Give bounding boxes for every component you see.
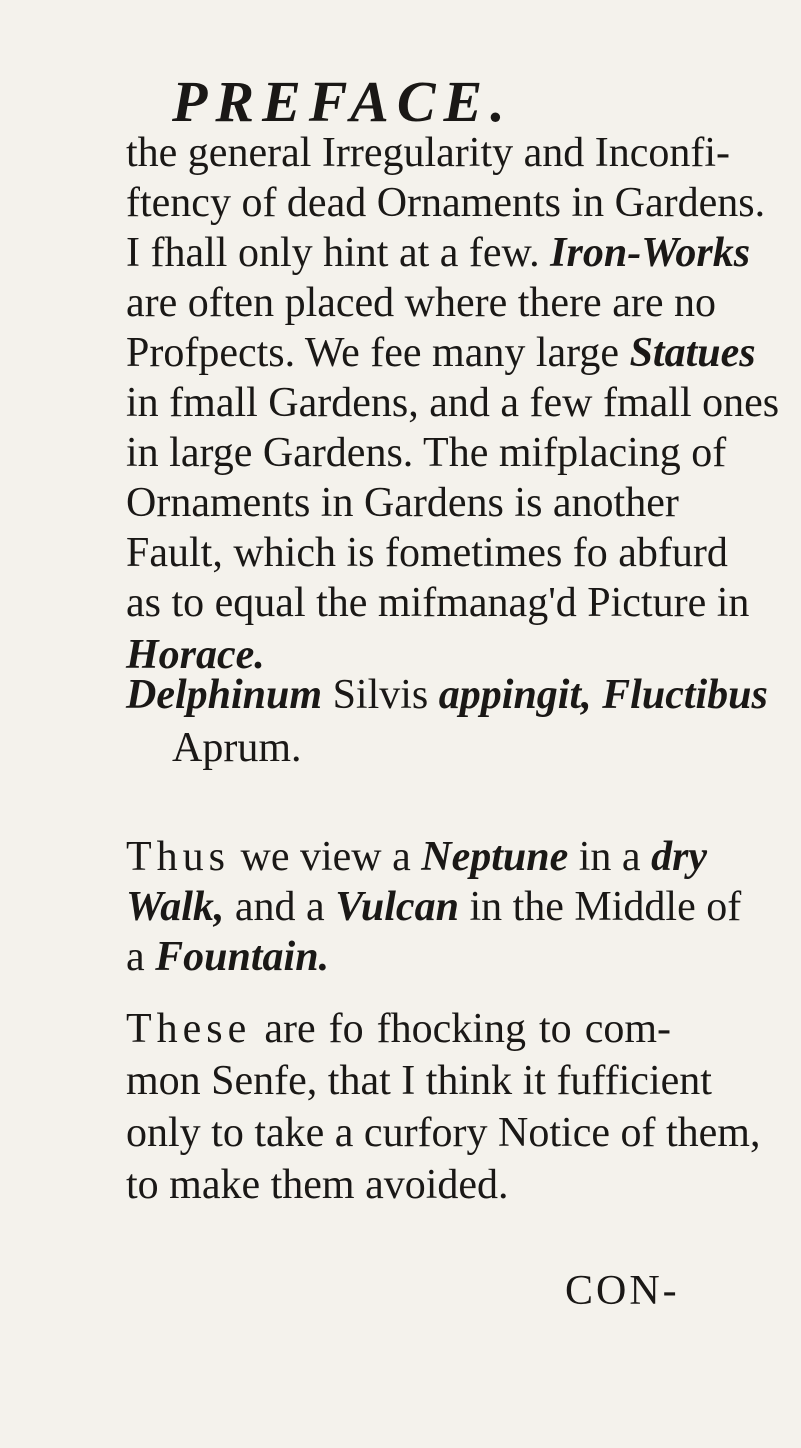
text-line: only to take a curfory Notice of them, bbox=[126, 1110, 761, 1156]
page-heading: PREFACE. bbox=[172, 69, 513, 134]
text-line bbox=[126, 832, 708, 882]
italic-term: dry bbox=[651, 834, 708, 880]
text-line: Horace. bbox=[126, 632, 265, 678]
text-run: in a bbox=[568, 834, 652, 880]
text-line bbox=[126, 328, 756, 378]
italic-term: Statues bbox=[629, 330, 756, 376]
text-line bbox=[126, 228, 751, 278]
text-line: in large Gardens. The mifplacing of bbox=[126, 430, 727, 476]
text-run: we view a bbox=[230, 834, 422, 880]
text-line: mon Senfe, that I think it fufficient bbox=[126, 1058, 712, 1104]
text-line bbox=[126, 1004, 671, 1054]
text-run: a bbox=[126, 934, 156, 980]
italic-term: appingit, bbox=[438, 672, 592, 718]
quote-line: Aprum. bbox=[172, 725, 302, 771]
text-line bbox=[126, 932, 671, 982]
small-caps-word: These bbox=[126, 1006, 252, 1052]
catchword: CON- bbox=[565, 1268, 680, 1314]
text-line: as to equal the mifmanag'd Picture in bbox=[126, 580, 750, 626]
text-line: to make them avoided. bbox=[126, 1162, 509, 1208]
text-run: Profpects. We fee many large bbox=[126, 330, 630, 376]
italic-term: Iron-Works bbox=[550, 230, 751, 276]
small-caps-word: Thus bbox=[126, 834, 230, 880]
text-line bbox=[126, 882, 742, 932]
text-run: in the Middle of bbox=[458, 884, 742, 930]
text-line: Ornaments in Gardens is another bbox=[126, 480, 679, 526]
italic-term: Fountain. bbox=[155, 934, 330, 980]
text-line: Fault, which is fometimes fo abfurd bbox=[126, 530, 728, 576]
italic-term: Delphinum bbox=[126, 672, 323, 718]
text-line: the general Irregularity and Inconfi- bbox=[126, 130, 731, 176]
italic-term: Neptune bbox=[421, 834, 569, 880]
text-line: are often placed where there are no bbox=[126, 280, 716, 326]
italic-term: Vulcan bbox=[335, 884, 459, 930]
text-line: in fmall Gardens, and a few fmall ones bbox=[126, 380, 780, 426]
italic-term: Fluctibus bbox=[602, 672, 768, 718]
text-run: I fhall only hint at a few. bbox=[126, 230, 551, 276]
text-run bbox=[592, 672, 603, 718]
text-run: Silvis bbox=[322, 672, 439, 718]
text-line: ftency of dead Ornaments in Gardens. bbox=[126, 180, 766, 226]
quote-line bbox=[126, 670, 768, 720]
text-run: and a bbox=[224, 884, 336, 930]
italic-term: Walk, bbox=[126, 884, 225, 930]
text-run: are fo fhocking to com- bbox=[251, 1006, 671, 1052]
